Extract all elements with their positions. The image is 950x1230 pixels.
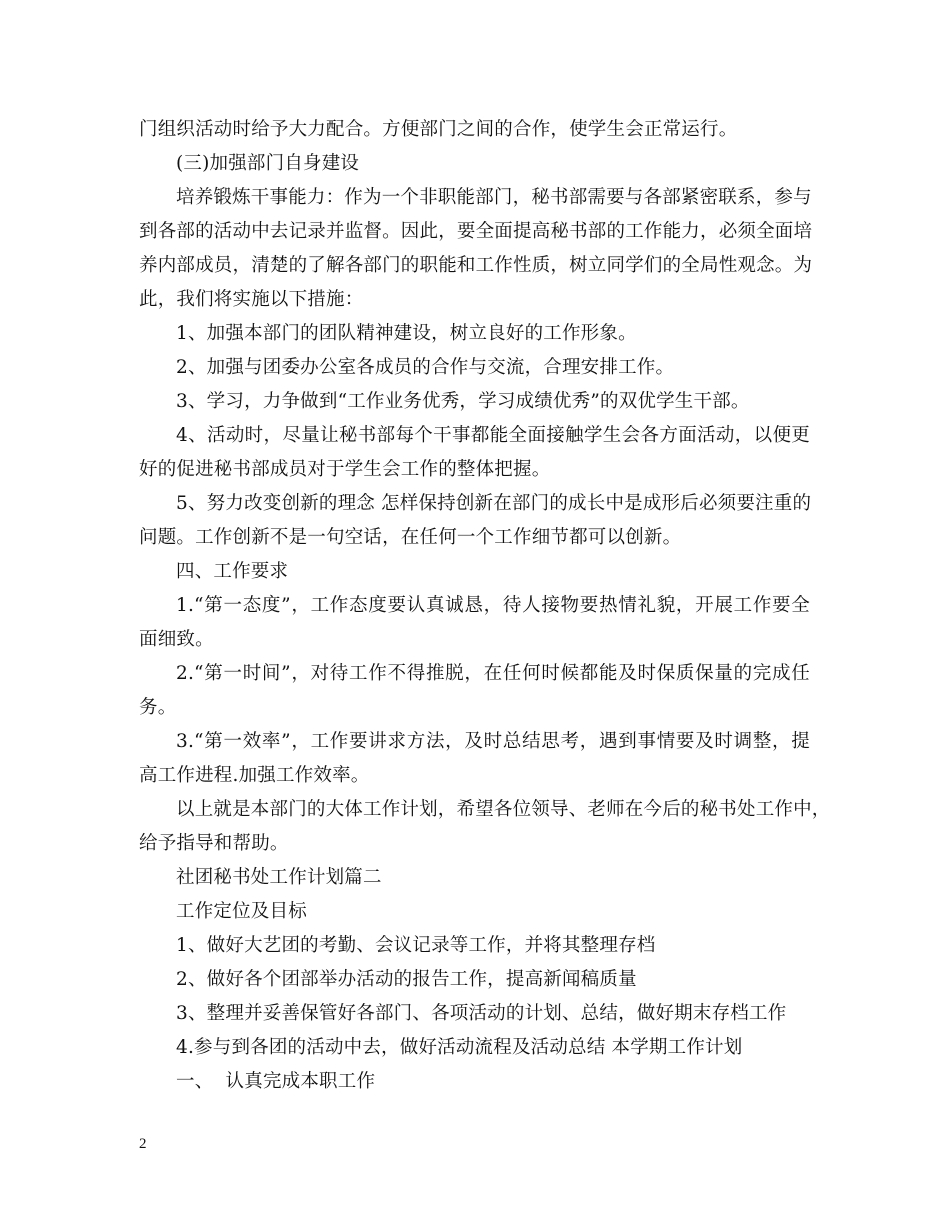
page-number: 2 <box>139 1136 147 1152</box>
section-heading: (三)加强部门自身建设 <box>176 153 360 174</box>
section-heading: 四、工作要求 <box>176 561 289 582</box>
list-item: 1.“第一态度”，工作态度要认真诚恳，待人接物要热情礼貌，开展工作要全 <box>176 595 810 616</box>
section-heading: 工作定位及目标 <box>176 901 307 922</box>
text-line: 此，我们将实施以下措施： <box>139 289 364 310</box>
text-line: 务。 <box>139 697 177 718</box>
list-item: 1、做好大艺团的考勤、会议记录等工作，并将其整理存档 <box>176 935 656 956</box>
list-item: 3、整理并妥善保管好各部门、各项活动的计划、总结，做好期末存档工作 <box>176 1003 787 1024</box>
text-line: 到各部的活动中去记录并监督。因此，要全面提高秘书部的工作能力，必须全面培 <box>139 221 813 242</box>
list-item: 4.参与到各团的活动中去，做好活动流程及活动总结 本学期工作计划 <box>176 1037 743 1058</box>
text-line: 好的促进秘书部成员对于学生会工作的整体把握。 <box>139 459 551 480</box>
list-item: 5、努力改变创新的理念 怎样保持创新在部门的成长中是成形后必须要注重的 <box>176 493 812 514</box>
text-line: 面细致。 <box>139 629 214 650</box>
list-item: 3.“第一效率”，工作要讲求方法，及时总结思考，遇到事情要及时调整，提 <box>176 731 810 752</box>
section-heading: 一、 认真完成本职工作 <box>176 1071 376 1092</box>
list-item: 4、活动时，尽量让秘书部每个干事都能全面接触学生会各方面活动，以便更 <box>176 425 810 446</box>
text-line: 给予指导和帮助。 <box>139 833 289 854</box>
text-line: 问题。工作创新不是一句空话，在任何一个工作细节都可以创新。 <box>139 527 682 548</box>
list-item: 2、加强与团委办公室各成员的合作与交流，合理安排工作。 <box>176 357 675 378</box>
text-line: 以上就是本部门的大体工作计划，希望各位领导、老师在今后的秘书处工作中， <box>176 799 831 820</box>
text-line: 培养锻炼干事能力：作为一个非职能部门，秘书部需要与各部紧密联系，参与 <box>176 187 812 208</box>
text-line: 养内部成员，清楚的了解各部门的职能和工作性质，树立同学们的全局性观念。为 <box>139 255 813 276</box>
section-heading: 社团秘书处工作计划篇二 <box>176 867 382 888</box>
text-line: 高工作进程.加强工作效率。 <box>139 765 370 786</box>
list-item: 2.“第一时间”，对待工作不得推脱，在任何时候都能及时保质保量的完成任 <box>176 663 810 684</box>
list-item: 1、加强本部门的团队精神建设，树立良好的工作形象。 <box>176 323 637 344</box>
text-line: 门组织活动时给予大力配合。方便部门之间的合作，使学生会正常运行。 <box>139 119 738 140</box>
list-item: 2、做好各个团部举办活动的报告工作，提高新闻稿质量 <box>176 969 637 990</box>
list-item: 3、学习，力争做到“工作业务优秀，学习成绩优秀”的双优学生干部。 <box>176 391 750 412</box>
